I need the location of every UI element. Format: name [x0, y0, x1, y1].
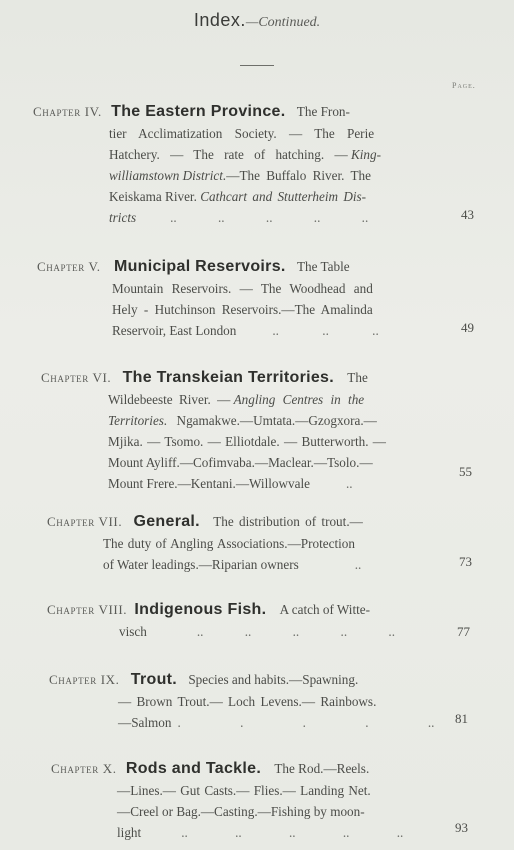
- page-number: 55: [459, 464, 472, 479]
- index-title: Index.: [193, 10, 246, 30]
- entry-text: The Fron-: [296, 104, 350, 119]
- entry-text: —The Buffalo River. The: [226, 168, 372, 183]
- entry-text: The duty of Angling Associations.—Protection: [103, 536, 355, 551]
- page-header: [0, 10, 514, 31]
- page-number: 73: [459, 554, 472, 569]
- chapter-heading: General.: [133, 513, 200, 530]
- entry-text: of Water leadings.—Riparian owners: [103, 557, 299, 572]
- index-entry-chapter-6: [41, 367, 441, 494]
- entry-text-italic: tricts: [109, 210, 137, 225]
- entry-text: light: [117, 825, 142, 840]
- entry-text: Ngamakwe.—Umtata.—Gzogxora.—: [176, 413, 377, 428]
- entry-text: Wildebeeste River. —: [108, 392, 231, 407]
- entry-text: The distribution of trout.—: [213, 514, 363, 529]
- chapter-heading: The Transkeian Territories.: [122, 369, 334, 386]
- entry-text: —Creel or Bag.—Casting.—Fishing by moon-: [117, 804, 365, 819]
- page-number: 49: [461, 320, 474, 335]
- index-entry-chapter-9: [49, 669, 449, 733]
- leader-dots: .. .. .. .. ..: [196, 624, 395, 639]
- entry-text-italic: King-: [350, 147, 381, 162]
- entry-text: Mjika. — Tsomo. — Elliotdale. — Butterworth. —: [108, 434, 386, 449]
- index-entry-chapter-7: [47, 511, 447, 575]
- index-entry-chapter-10: [51, 758, 451, 843]
- entry-text-italic: Cathcart and Stutterheim Dis-: [200, 189, 367, 204]
- page-number: 77: [457, 624, 470, 639]
- entry-text: —Lines.— Gut Casts.— Flies.— Landing Net.: [117, 783, 371, 798]
- chapter-label: Chapter VI.: [41, 370, 112, 385]
- entry-text: tier Acclimatization Society. — The Perie: [109, 126, 375, 141]
- entry-text: Keiskama River.: [109, 189, 197, 204]
- chapter-heading: Municipal Reservoirs.: [113, 258, 286, 275]
- index-entry-chapter-4: [33, 101, 433, 228]
- entry-text: Mount Frere.—Kentani.—Willowvale: [108, 476, 310, 491]
- index-entry-chapter-8: [47, 599, 447, 642]
- chapter-label: Chapter V.: [37, 259, 101, 274]
- index-entry-chapter-5: [37, 256, 437, 341]
- entry-text: The: [347, 370, 368, 385]
- chapter-label: Chapter IX.: [49, 672, 120, 687]
- entry-text: Mountain Reservoirs. — The Woodhead and: [112, 281, 373, 296]
- chapter-label: Chapter VII.: [47, 514, 123, 529]
- leader-dots: .. .. .. .. ..: [170, 210, 369, 225]
- entry-text: Hatchery. — The rate of hatching. —: [109, 147, 348, 162]
- entry-text-italic: Angling Centres in the: [233, 392, 365, 407]
- continued-label: —Continued.: [245, 15, 321, 30]
- chapter-heading: Trout.: [130, 671, 178, 688]
- chapter-heading: The Eastern Province.: [111, 103, 286, 120]
- page-number: 81: [455, 711, 468, 726]
- entry-text: A catch of Witte-: [279, 602, 371, 617]
- chapter-heading: Rods and Tackle.: [125, 760, 262, 777]
- page-column-label: Page.: [452, 81, 476, 90]
- leader-dots: .. .. ..: [272, 323, 379, 338]
- entry-text: —Salmon: [118, 715, 172, 730]
- entry-text: Reservoir, East London: [112, 323, 237, 338]
- entry-text: The Rod.—Reels.: [274, 761, 370, 776]
- entry-text: Species and habits.—Spawning.: [188, 672, 359, 687]
- entry-text: Hely - Hutchinson Reservoirs.—The Amalinda: [112, 302, 373, 317]
- leader-dots: ..: [346, 476, 353, 491]
- entry-text-italic: Territories.: [108, 413, 168, 428]
- chapter-heading: Indigenous Fish.: [134, 601, 267, 618]
- header-rule: [240, 65, 274, 66]
- page-number: 43: [461, 207, 474, 222]
- leader-dots: . . . . ..: [177, 715, 435, 730]
- chapter-label: Chapter IV.: [33, 104, 102, 119]
- entry-text: visch: [119, 624, 147, 639]
- leader-dots: .. .. .. .. ..: [181, 825, 404, 840]
- chapter-label: Chapter X.: [51, 761, 117, 776]
- entry-text: — Brown Trout.— Loch Levens.— Rainbows.: [118, 694, 377, 709]
- leader-dots: ..: [354, 557, 362, 572]
- entry-text: Mount Ayliff.—Cofimvaba.—Maclear.—Tsolo.—: [108, 455, 373, 470]
- chapter-label: Chapter VIII.: [47, 602, 128, 617]
- entry-text-italic: williamstown District.: [109, 168, 227, 183]
- page-number: 93: [455, 820, 468, 835]
- entry-text: The Table: [296, 259, 350, 274]
